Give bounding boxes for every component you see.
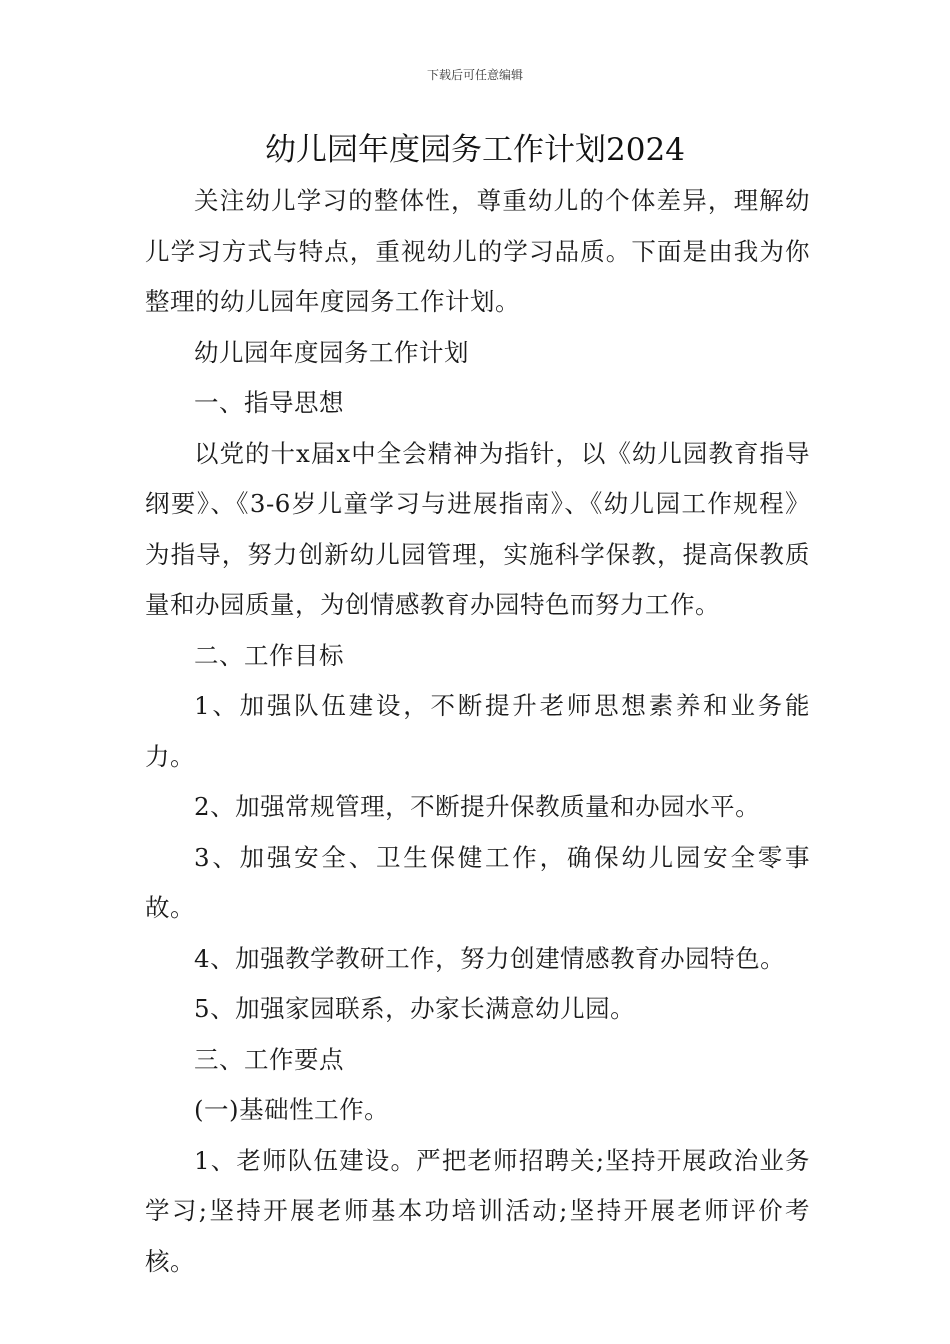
section-heading-guiding-ideology: 一、指导思想 xyxy=(194,388,344,417)
goal-item: 3、加强安全、卫生保健工作，确保幼儿园安全零事故。 xyxy=(145,842,810,922)
guiding-ideology-paragraph: 以党的十x届x中全会精神为指针，以《幼儿园教育指导纲要》、《3-6岁儿童学习与进展指南》、《幼儿园工作规程》为指导，努力创新幼儿园管理，实施科学保教，提高保教质量和办园质量，为创情感教育办园特色而努力工作。 xyxy=(145,438,810,619)
subsection-heading-basic-work: (一)基础性工作。 xyxy=(194,1095,390,1124)
goal-item: 4、加强教学教研工作，努力创建情感教育办园特色。 xyxy=(194,943,786,973)
document-title: 幼儿园年度园务工作计划2024 xyxy=(265,132,685,168)
section-heading-work-goals: 二、工作目标 xyxy=(194,640,344,670)
intro-paragraph: 关注幼儿学习的整体性，尊重幼儿的个体差异，理解幼儿学习方式与特点，重视幼儿的学习品质。下面是由我为你整理的幼儿园年度园务工作计划。 xyxy=(145,186,810,316)
header-note: 下载后可任意编辑 xyxy=(426,68,523,82)
goal-item: 5、加强家园联系，办家长满意幼儿园。 xyxy=(194,994,636,1023)
goal-item: 2、加强常规管理，不断提升保教质量和办园水平。 xyxy=(194,792,761,821)
document-body xyxy=(145,176,810,1287)
section-heading-work-points: 三、工作要点 xyxy=(194,1044,344,1074)
goal-item: 1、加强队伍建设，不断提升老师思想素养和业务能力。 xyxy=(145,691,810,771)
teacher-team-paragraph: 1、老师队伍建设。严把老师招聘关;坚持开展政治业务学习;坚持开展老师基本功培训活动;坚持开展老师评价考核。 xyxy=(145,1145,810,1276)
subtitle-paragraph: 幼儿园年度园务工作计划 xyxy=(194,337,469,367)
